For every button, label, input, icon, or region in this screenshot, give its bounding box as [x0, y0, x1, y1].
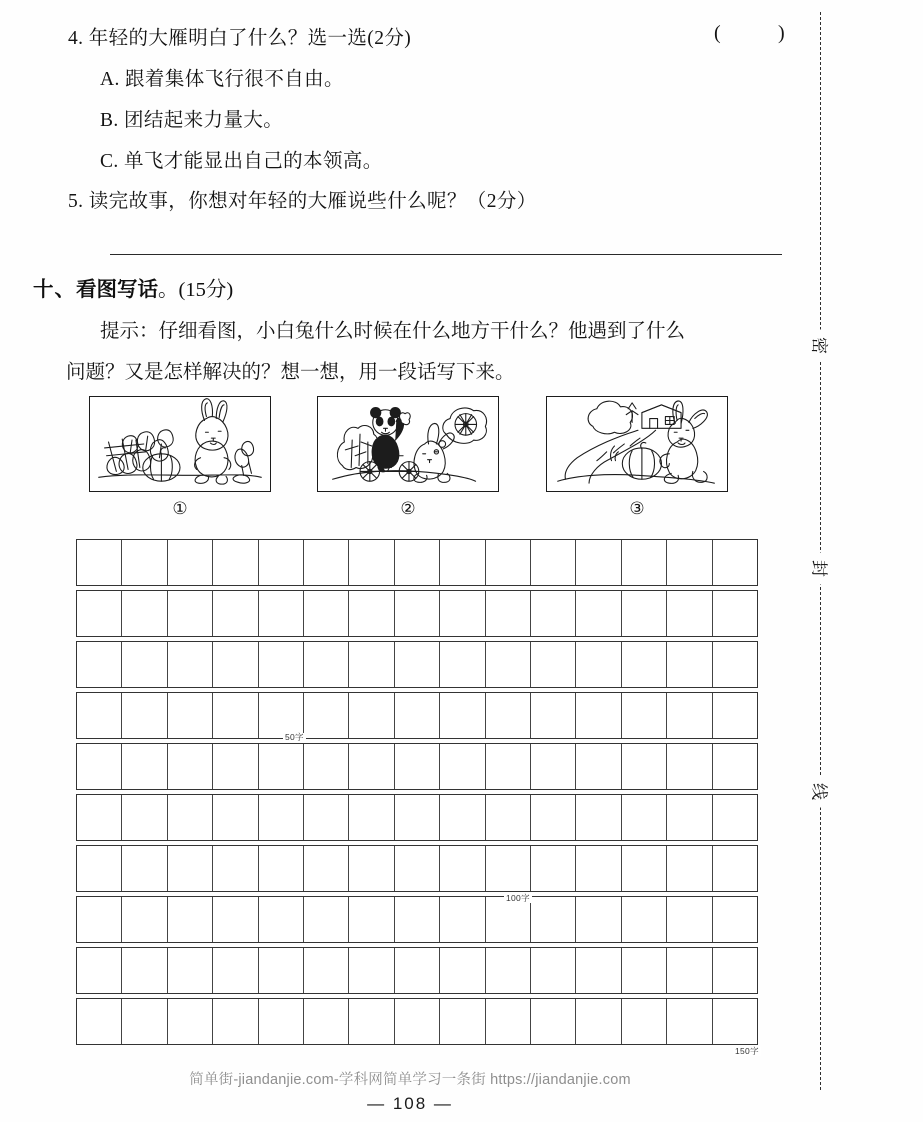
picture-frame-2: [317, 396, 499, 492]
writing-grid-cell[interactable]: [122, 897, 167, 942]
writing-grid-cell[interactable]: [531, 642, 576, 687]
writing-grid-cell[interactable]: [440, 642, 485, 687]
picture-item-3: [546, 396, 728, 519]
writing-grid-cell[interactable]: [349, 846, 394, 891]
writing-grid-cell[interactable]: [168, 999, 213, 1044]
writing-grid-row[interactable]: [76, 845, 758, 892]
writing-grid-cell[interactable]: [622, 897, 667, 942]
writing-grid-cell[interactable]: [713, 897, 757, 942]
writing-grid-cell[interactable]: [667, 540, 712, 585]
writing-grid-cell[interactable]: [259, 795, 304, 840]
writing-grid-cell[interactable]: [349, 948, 394, 993]
writing-grid-cell[interactable]: [259, 642, 304, 687]
writing-grid-cell[interactable]: [304, 897, 349, 942]
writing-grid-cell[interactable]: [77, 591, 122, 636]
writing-grid-cell[interactable]: [395, 795, 440, 840]
picture-caption-3: ③: [629, 499, 645, 518]
writing-grid-cell[interactable]: [667, 999, 712, 1044]
writing-grid-cell[interactable]: [213, 642, 258, 687]
writing-grid-cell[interactable]: [622, 540, 667, 585]
writing-grid-cell[interactable]: [349, 693, 394, 738]
writing-grid-cell[interactable]: [486, 897, 531, 942]
writing-grid-cell[interactable]: [395, 744, 440, 789]
writing-grid-cell[interactable]: [122, 846, 167, 891]
writing-grid-cell[interactable]: [259, 897, 304, 942]
writing-grid-row[interactable]: [76, 794, 758, 841]
writing-grid-cell[interactable]: [213, 591, 258, 636]
writing-grid-cell[interactable]: [531, 693, 576, 738]
writing-grid-row[interactable]: [76, 590, 758, 637]
writing-grid-cell[interactable]: [713, 540, 757, 585]
writing-grid-cell[interactable]: [213, 744, 258, 789]
question-4-option-a[interactable]: A. 跟着集体飞行很不自由。: [100, 69, 344, 90]
section-title: 看图写话: [76, 279, 158, 301]
writing-grid-cell[interactable]: [576, 999, 621, 1044]
writing-grid-cell[interactable]: [667, 693, 712, 738]
writing-grid-cell[interactable]: [531, 591, 576, 636]
writing-grid-cell[interactable]: [213, 795, 258, 840]
writing-grid-cell[interactable]: [77, 540, 122, 585]
writing-grid-cell[interactable]: [77, 693, 122, 738]
writing-grid-cell[interactable]: [168, 693, 213, 738]
writing-grid-cell[interactable]: [168, 591, 213, 636]
writing-grid-cell[interactable]: [349, 642, 394, 687]
writing-grid-cell[interactable]: [440, 897, 485, 942]
writing-grid-row[interactable]: [76, 692, 758, 739]
writing-grid-cell[interactable]: [122, 948, 167, 993]
writing-grid-cell[interactable]: [576, 846, 621, 891]
writing-grid-cell[interactable]: [77, 795, 122, 840]
writing-grid-cell[interactable]: [440, 744, 485, 789]
writing-grid-cell[interactable]: [77, 999, 122, 1044]
writing-grid-cell[interactable]: [168, 540, 213, 585]
prompt-line-2: 问题？又是怎样解决的？想一想，用一段话写下来。: [66, 362, 515, 383]
writing-grid-cell[interactable]: [213, 846, 258, 891]
seal-char-mi: 密: [806, 330, 837, 362]
writing-grid-cell[interactable]: [259, 540, 304, 585]
writing-grid-cell[interactable]: [304, 591, 349, 636]
answer-bracket-right: ): [778, 22, 785, 44]
prompt-line-1: 提示：仔细看图，小白兔什么时候在什么地方干什么？他遇到了什么: [100, 321, 686, 342]
writing-grid-cell[interactable]: [667, 642, 712, 687]
writing-grid-cell[interactable]: [486, 846, 531, 891]
writing-grid-cell[interactable]: [713, 846, 757, 891]
writing-grid-cell[interactable]: [168, 846, 213, 891]
writing-grid-cell[interactable]: [531, 540, 576, 585]
writing-grid-cell[interactable]: [576, 540, 621, 585]
writing-grid-row[interactable]: [76, 893, 758, 943]
writing-grid-cell[interactable]: [440, 999, 485, 1044]
writing-grid-cell[interactable]: [122, 999, 167, 1044]
writing-grid-row[interactable]: [76, 998, 758, 1045]
writing-grid-cell[interactable]: [349, 744, 394, 789]
picture-item-1: [89, 396, 271, 519]
writing-grid-cell[interactable]: [395, 897, 440, 942]
writing-grid-cell[interactable]: [122, 744, 167, 789]
question-4-text: 4. 年轻的大雁明白了什么？选一选(2分): [68, 28, 412, 49]
writing-grid-cell[interactable]: [440, 540, 485, 585]
writing-grid-cell[interactable]: [531, 744, 576, 789]
question-4-option-c[interactable]: C. 单飞才能显出自己的本领高。: [100, 151, 383, 172]
picture-frame-3: [546, 396, 728, 492]
writing-grid-cell[interactable]: [576, 795, 621, 840]
writing-grid-cell[interactable]: [395, 540, 440, 585]
answer-bracket-left: (: [714, 22, 721, 44]
writing-grid-cell[interactable]: [122, 795, 167, 840]
writing-grid-cell[interactable]: [622, 744, 667, 789]
writing-grid-cell[interactable]: [304, 846, 349, 891]
word-count-mark-150: 150字: [735, 1046, 759, 1056]
writing-grid-cell[interactable]: [667, 795, 712, 840]
writing-grid-cell[interactable]: [440, 591, 485, 636]
writing-grid-cell[interactable]: [122, 642, 167, 687]
writing-grid-cell[interactable]: [304, 642, 349, 687]
writing-grid-cell[interactable]: [576, 948, 621, 993]
writing-grid-cell[interactable]: [259, 846, 304, 891]
section-score: 。(15分): [158, 279, 234, 301]
writing-grid-cell[interactable]: [168, 642, 213, 687]
footer-watermark: 简单街-jiandanjie.com-学科网简单学习一条街 https://jiandanjie.com: [189, 1072, 631, 1088]
question-5-text: 5. 读完故事，你想对年轻的大雁说些什么呢？（2分）: [68, 191, 537, 212]
writing-grid-cell[interactable]: [622, 948, 667, 993]
writing-grid-cell[interactable]: [576, 897, 621, 942]
writing-grid-cell[interactable]: [486, 948, 531, 993]
writing-grid-cell[interactable]: [486, 693, 531, 738]
writing-grid-cell[interactable]: [531, 795, 576, 840]
writing-grid-cell[interactable]: [77, 642, 122, 687]
writing-grid-cell[interactable]: [77, 948, 122, 993]
writing-grid-cell[interactable]: [440, 795, 485, 840]
writing-grid-cell[interactable]: [713, 744, 757, 789]
writing-grid-cell[interactable]: [622, 693, 667, 738]
writing-grid-cell[interactable]: [304, 744, 349, 789]
seal-char-feng: 封: [806, 553, 837, 585]
writing-grid-cell[interactable]: [259, 999, 304, 1044]
picture-caption-1: ①: [172, 499, 188, 518]
writing-grid-cell[interactable]: [531, 897, 576, 942]
section-divider: [110, 254, 782, 255]
writing-grid-cell[interactable]: [213, 999, 258, 1044]
word-count-mark-50: 50字: [285, 732, 304, 742]
writing-grid-cell[interactable]: [395, 999, 440, 1044]
writing-grid-cell[interactable]: [486, 642, 531, 687]
writing-grid-cell[interactable]: [259, 591, 304, 636]
writing-grid-cell[interactable]: [304, 693, 349, 738]
seal-char-xian: 线: [806, 776, 837, 808]
writing-grid-cell[interactable]: [77, 897, 122, 942]
writing-grid-cell[interactable]: [576, 744, 621, 789]
writing-grid-cell[interactable]: [395, 591, 440, 636]
writing-grid-cell[interactable]: [259, 948, 304, 993]
writing-grid-cell[interactable]: [122, 693, 167, 738]
writing-grid-cell[interactable]: [349, 591, 394, 636]
writing-grid-cell[interactable]: [713, 948, 757, 993]
writing-grid-cell[interactable]: [395, 642, 440, 687]
writing-grid-cell[interactable]: [168, 795, 213, 840]
writing-grid-cell[interactable]: [213, 948, 258, 993]
writing-grid-cell[interactable]: [667, 948, 712, 993]
writing-grid-cell[interactable]: [122, 540, 167, 585]
writing-grid-row[interactable]: [76, 743, 758, 790]
writing-grid-cell[interactable]: [531, 948, 576, 993]
writing-grid-cell[interactable]: [531, 999, 576, 1044]
writing-grid-cell[interactable]: [667, 591, 712, 636]
writing-grid-cell[interactable]: [168, 948, 213, 993]
writing-grid-cell[interactable]: [77, 744, 122, 789]
section-number: 十、: [33, 279, 76, 301]
writing-grid[interactable]: [76, 539, 758, 1045]
page-number: — 108 —: [367, 1094, 453, 1113]
writing-grid-cell[interactable]: [486, 999, 531, 1044]
writing-grid-cell[interactable]: [395, 846, 440, 891]
writing-grid-row[interactable]: [76, 641, 758, 688]
writing-grid-cell[interactable]: [213, 693, 258, 738]
writing-grid-cell[interactable]: [122, 591, 167, 636]
writing-grid-cell[interactable]: [486, 795, 531, 840]
writing-grid-cell[interactable]: [349, 897, 394, 942]
writing-grid-cell[interactable]: [713, 693, 757, 738]
word-count-mark-100: 100字: [506, 893, 530, 903]
writing-grid-cell[interactable]: [440, 948, 485, 993]
seal-dashed-line: [820, 12, 821, 1090]
writing-grid-cell[interactable]: [304, 948, 349, 993]
writing-grid-cell[interactable]: [349, 999, 394, 1044]
writing-grid-cell[interactable]: [576, 591, 621, 636]
picture-strip: [0, 396, 820, 526]
picture-item-2: [317, 396, 499, 519]
picture-frame-1: [89, 396, 271, 492]
writing-grid-cell[interactable]: [667, 744, 712, 789]
writing-grid-cell[interactable]: [713, 591, 757, 636]
writing-grid-cell[interactable]: [259, 744, 304, 789]
writing-grid-cell[interactable]: [713, 999, 757, 1044]
question-4-option-b[interactable]: B. 团结起来力量大。: [100, 110, 284, 131]
writing-grid-cell[interactable]: [667, 846, 712, 891]
writing-grid-cell[interactable]: [622, 846, 667, 891]
writing-grid-cell[interactable]: [440, 693, 485, 738]
writing-grid-cell[interactable]: [213, 540, 258, 585]
writing-grid-cell[interactable]: [304, 540, 349, 585]
writing-grid-cell[interactable]: [349, 540, 394, 585]
writing-grid-row[interactable]: [76, 947, 758, 994]
writing-grid-cell[interactable]: [486, 744, 531, 789]
writing-grid-cell[interactable]: [622, 642, 667, 687]
writing-grid-cell[interactable]: [349, 795, 394, 840]
writing-grid-cell[interactable]: [576, 693, 621, 738]
writing-grid-cell[interactable]: [486, 540, 531, 585]
writing-grid-cell[interactable]: [486, 591, 531, 636]
writing-grid-cell[interactable]: [713, 642, 757, 687]
writing-grid-cell[interactable]: [576, 642, 621, 687]
writing-grid-cell[interactable]: [213, 897, 258, 942]
section-heading: [33, 272, 233, 302]
picture-caption-2: ②: [400, 499, 416, 518]
writing-grid-cell[interactable]: [304, 999, 349, 1044]
writing-grid-cell[interactable]: [622, 591, 667, 636]
writing-grid-cell[interactable]: [622, 999, 667, 1044]
writing-grid-cell[interactable]: [440, 846, 485, 891]
writing-grid-cell[interactable]: [304, 795, 349, 840]
writing-grid-cell[interactable]: [622, 795, 667, 840]
writing-grid-row[interactable]: [76, 539, 758, 586]
writing-grid-cell[interactable]: [395, 948, 440, 993]
writing-grid-cell[interactable]: [168, 744, 213, 789]
writing-grid-cell[interactable]: [713, 795, 757, 840]
writing-grid-cell[interactable]: [667, 897, 712, 942]
writing-grid-cell[interactable]: [77, 846, 122, 891]
writing-grid-cell[interactable]: [395, 693, 440, 738]
writing-grid-cell[interactable]: [531, 846, 576, 891]
writing-grid-cell[interactable]: [168, 897, 213, 942]
